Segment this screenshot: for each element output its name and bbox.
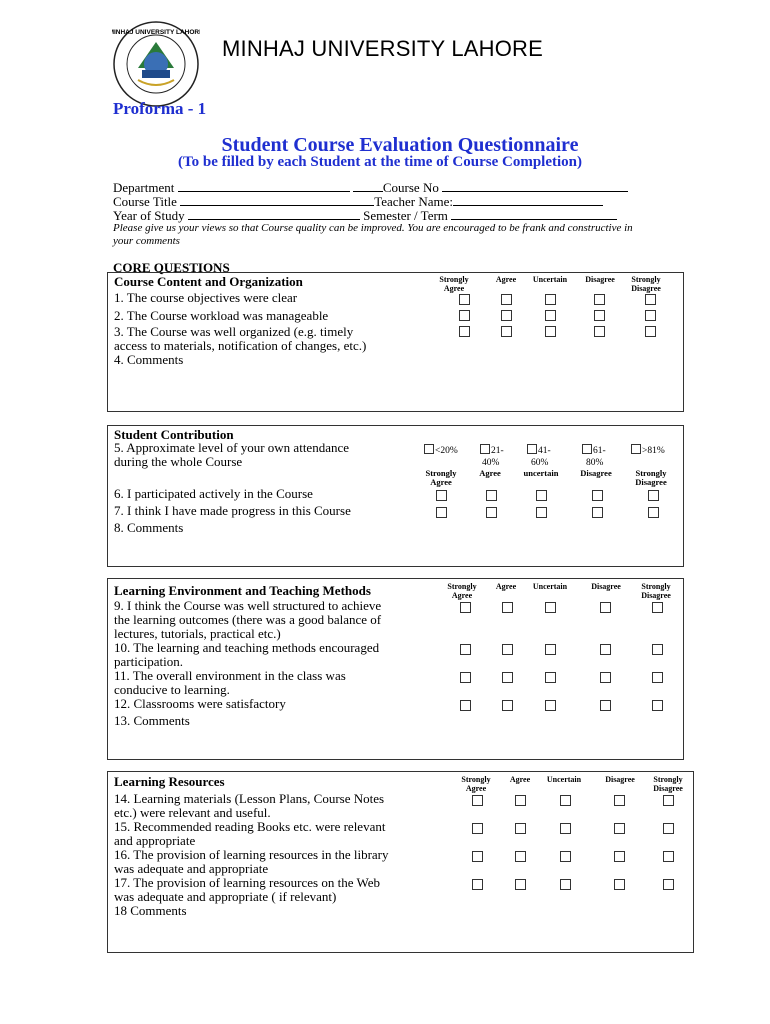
header-strongly-disagree — [634, 582, 678, 600]
q17-strongly-disagree-checkbox[interactable] — [663, 879, 674, 890]
proforma-label: Proforma - 1 — [113, 99, 207, 118]
q12-disagree-checkbox[interactable] — [600, 700, 611, 711]
header-agree: Agree — [495, 582, 517, 591]
header-strongly-word: Strongly — [631, 275, 661, 284]
q9-strongly-agree-checkbox[interactable] — [460, 602, 471, 613]
q2-strongly-agree-checkbox[interactable] — [459, 310, 470, 321]
attendance-label: 40% — [482, 458, 500, 468]
university-logo — [112, 20, 200, 108]
q11-strongly-disagree-checkbox[interactable] — [652, 672, 663, 683]
course-title-label: Course Title — [113, 194, 177, 209]
q6-disagree-checkbox[interactable] — [592, 490, 603, 501]
question-16-line-1: 16. The provision of learning resources in the library — [114, 847, 389, 862]
section-title: Learning Resources — [114, 774, 225, 789]
q16-disagree-checkbox[interactable] — [614, 851, 625, 862]
q11-strongly-agree-checkbox[interactable] — [460, 672, 471, 683]
question-15-line-1: 15. Recommended reading Books etc. were relevant — [114, 819, 386, 834]
page-title: Student Course Evaluation Questionnaire — [221, 134, 579, 156]
q15-strongly-disagree-checkbox[interactable] — [663, 823, 674, 834]
section-title: Student Contribution — [114, 427, 234, 442]
q2-uncertain-checkbox[interactable] — [545, 310, 556, 321]
question-8-comments: 8. Comments — [114, 520, 184, 535]
q10-uncertain-checkbox[interactable] — [545, 644, 556, 655]
q1-strongly-agree-checkbox[interactable] — [459, 294, 470, 305]
header-uncertain: Uncertain — [546, 775, 582, 784]
q7-agree-checkbox[interactable] — [486, 507, 497, 518]
section-title: Course Content and Organization — [114, 274, 303, 289]
attendance-label: 80% — [586, 458, 604, 468]
question-17-line-2: was adequate and appropriate ( if relevant) — [114, 889, 337, 904]
department-label: Department — [113, 180, 175, 195]
header-agree-word: Agree — [451, 591, 473, 600]
university-name: MINHAJ UNIVERSITY LAHORE — [222, 36, 544, 61]
attendance-checkbox[interactable] — [527, 444, 537, 454]
question-14-line-2: etc.) were relevant and useful. — [114, 805, 271, 820]
attendance-label: 41- — [538, 446, 551, 456]
attendance-option-gt81[interactable] — [631, 444, 665, 457]
question-9-line-1: 9. I think the Course was well structured to achieve — [114, 598, 382, 613]
course-no-field[interactable] — [442, 181, 628, 192]
question-9-line-2: the learning outcomes (there was a good balance of — [114, 612, 382, 627]
q2-agree-checkbox[interactable] — [501, 310, 512, 321]
q12-strongly-disagree-checkbox[interactable] — [652, 700, 663, 711]
question-15-line-2: and appropriate — [114, 833, 196, 848]
question-11-line-2: conducive to learning. — [114, 682, 230, 697]
question-16 — [114, 848, 389, 876]
q17-agree-checkbox[interactable] — [515, 879, 526, 890]
core-questions-heading: CORE QUESTIONS — [113, 260, 230, 275]
q7-disagree-checkbox[interactable] — [592, 507, 603, 518]
attendance-label: <20% — [435, 446, 458, 456]
question-1: 1. The course objectives were clear — [114, 290, 298, 305]
header-disagree: Disagree — [605, 775, 635, 784]
q12-uncertain-checkbox[interactable] — [545, 700, 556, 711]
q2-strongly-disagree-checkbox[interactable] — [645, 310, 656, 321]
q15-uncertain-checkbox[interactable] — [560, 823, 571, 834]
question-5-line-2: during the whole Course — [114, 454, 243, 469]
attendance-checkbox[interactable] — [424, 444, 434, 454]
q12-strongly-agree-checkbox[interactable] — [460, 700, 471, 711]
header-uncertain: Uncertain — [532, 582, 568, 591]
header-strongly-word: Strongly — [641, 582, 671, 591]
q1-disagree-checkbox[interactable] — [594, 294, 605, 305]
header-agree: Agree — [495, 275, 517, 284]
q3-strongly-disagree-checkbox[interactable] — [645, 326, 656, 337]
q14-uncertain-checkbox[interactable] — [560, 795, 571, 806]
header-uncertain: uncertain — [523, 468, 559, 478]
attendance-checkbox[interactable] — [480, 444, 490, 454]
course-no-label: Course No — [382, 180, 439, 195]
question-12: 12. Classrooms were satisfactory — [114, 696, 286, 711]
header-strongly-disagree — [646, 775, 690, 793]
q16-strongly-agree-checkbox[interactable] — [472, 851, 483, 862]
question-14 — [114, 792, 384, 820]
question-17-line-1: 17. The provision of learning resources on the Web — [114, 875, 380, 890]
q17-strongly-agree-checkbox[interactable] — [472, 879, 483, 890]
question-4-comments: 4. Comments — [114, 352, 184, 367]
q17-uncertain-checkbox[interactable] — [560, 879, 571, 890]
q14-agree-checkbox[interactable] — [515, 795, 526, 806]
attendance-checkbox[interactable] — [582, 444, 592, 454]
section-learning-resources — [107, 771, 694, 953]
header-strongly-word: Strongly — [439, 275, 469, 284]
blank-line — [353, 181, 383, 192]
header-disagree-word: Disagree — [641, 591, 671, 600]
question-5-line-1: 5. Approximate level of your own attendance — [114, 440, 350, 455]
attendance-label: 21- — [491, 446, 504, 456]
header-strongly-word: Strongly — [461, 775, 491, 784]
question-10-line-1: 10. The learning and teaching methods encouraged — [114, 640, 380, 655]
header-agree: Agree — [479, 468, 501, 478]
section-title: Learning Environment and Teaching Methods — [114, 583, 371, 598]
question-11 — [114, 669, 346, 697]
question-17 — [114, 876, 380, 904]
q11-disagree-checkbox[interactable] — [600, 672, 611, 683]
q10-agree-checkbox[interactable] — [502, 644, 513, 655]
department-field[interactable] — [178, 181, 350, 192]
header-strongly-word: Strongly — [635, 468, 667, 478]
question-15 — [114, 820, 385, 848]
attendance-label: >81% — [642, 446, 665, 456]
question-3-line-2: access to materials, notification of changes, etc.) — [114, 338, 367, 353]
question-6: 6. I participated actively in the Course — [114, 486, 313, 501]
header-strongly-agree — [456, 775, 496, 793]
attendance-option-lt20[interactable] — [424, 444, 458, 457]
q1-strongly-disagree-checkbox[interactable] — [645, 294, 656, 305]
header-disagree-word: Disagree — [653, 784, 683, 793]
question-5 — [114, 441, 349, 469]
year-label: Year of Study — [113, 208, 185, 223]
q11-uncertain-checkbox[interactable] — [545, 672, 556, 683]
instructions-note: Please give us your views so that Course quality can be improved. You are encouraged to be frank and constructive in your comments — [113, 222, 633, 247]
q17-disagree-checkbox[interactable] — [614, 879, 625, 890]
attendance-label: 61- — [593, 446, 606, 456]
section-student-contribution — [107, 425, 684, 567]
header-strongly-disagree — [628, 469, 674, 487]
question-18-comments: 18 Comments — [114, 903, 187, 918]
semester-label: Semester / Term — [363, 208, 448, 223]
q14-strongly-agree-checkbox[interactable] — [472, 795, 483, 806]
q10-strongly-disagree-checkbox[interactable] — [652, 644, 663, 655]
semester-field[interactable] — [451, 209, 617, 220]
header-disagree: Disagree — [591, 582, 621, 591]
q3-strongly-agree-checkbox[interactable] — [459, 326, 470, 337]
q10-strongly-agree-checkbox[interactable] — [460, 644, 471, 655]
header-strongly-word: Strongly — [425, 468, 457, 478]
course-title-field[interactable] — [180, 195, 374, 206]
question-11-line-1: 11. The overall environment in the class was — [114, 668, 346, 683]
q15-strongly-agree-checkbox[interactable] — [472, 823, 483, 834]
header-agree-word: Agree — [430, 477, 452, 487]
question-2: 2. The Course workload was manageable — [114, 308, 329, 323]
q16-strongly-disagree-checkbox[interactable] — [663, 851, 674, 862]
header-agree-word: Agree — [443, 284, 465, 293]
q7-strongly-disagree-checkbox[interactable] — [648, 507, 659, 518]
question-16-line-2: was adequate and appropriate — [114, 861, 269, 876]
header-disagree-word: Disagree — [631, 284, 661, 293]
q3-agree-checkbox[interactable] — [501, 326, 512, 337]
q1-agree-checkbox[interactable] — [501, 294, 512, 305]
q11-agree-checkbox[interactable] — [502, 672, 513, 683]
q15-disagree-checkbox[interactable] — [614, 823, 625, 834]
q6-uncertain-checkbox[interactable] — [536, 490, 547, 501]
q6-strongly-agree-checkbox[interactable] — [436, 490, 447, 501]
header-strongly-agree — [442, 582, 482, 600]
teacher-name-field[interactable] — [453, 195, 603, 206]
q6-strongly-disagree-checkbox[interactable] — [648, 490, 659, 501]
header-strongly-agree — [420, 469, 462, 487]
question-9 — [114, 599, 381, 641]
header-uncertain: Uncertain — [532, 275, 568, 284]
year-field[interactable] — [188, 209, 360, 220]
question-10 — [114, 641, 379, 669]
q15-agree-checkbox[interactable] — [515, 823, 526, 834]
q1-uncertain-checkbox[interactable] — [545, 294, 556, 305]
header-strongly-word: Strongly — [653, 775, 683, 784]
question-9-line-3: lectures, tutorials, practical etc.) — [114, 626, 281, 641]
q3-disagree-checkbox[interactable] — [594, 326, 605, 337]
q7-uncertain-checkbox[interactable] — [536, 507, 547, 518]
question-10-line-2: participation. — [114, 654, 183, 669]
attendance-option-61-80[interactable] — [582, 444, 606, 469]
q9-agree-checkbox[interactable] — [502, 602, 513, 613]
q7-strongly-agree-checkbox[interactable] — [436, 507, 447, 518]
header-strongly-agree — [434, 275, 474, 293]
q9-uncertain-checkbox[interactable] — [545, 602, 556, 613]
question-7: 7. I think I have made progress in this Course — [114, 503, 351, 518]
q9-strongly-disagree-checkbox[interactable] — [652, 602, 663, 613]
q3-uncertain-checkbox[interactable] — [545, 326, 556, 337]
question-3-line-1: 3. The Course was well organized (e.g. timely — [114, 324, 354, 339]
q14-disagree-checkbox[interactable] — [614, 795, 625, 806]
q16-agree-checkbox[interactable] — [515, 851, 526, 862]
question-13-comments: 13. Comments — [114, 713, 190, 728]
section-course-content — [107, 272, 684, 412]
header-strongly-disagree — [624, 275, 668, 293]
q14-strongly-disagree-checkbox[interactable] — [663, 795, 674, 806]
q6-agree-checkbox[interactable] — [486, 490, 497, 501]
q10-disagree-checkbox[interactable] — [600, 644, 611, 655]
header-agree-word: Agree — [465, 784, 487, 793]
attendance-option-21-40[interactable] — [480, 444, 504, 469]
question-14-line-1: 14. Learning materials (Lesson Plans, Course Notes — [114, 791, 385, 806]
question-3 — [114, 325, 366, 353]
attendance-checkbox[interactable] — [631, 444, 641, 454]
page-subtitle: (To be filled by each Student at the time of Course Completion) — [177, 154, 582, 170]
attendance-label: 60% — [531, 458, 549, 468]
header-strongly-word: Strongly — [447, 582, 477, 591]
header-disagree-word: Disagree — [635, 477, 667, 487]
section-learning-environment — [107, 578, 684, 760]
header-agree: Agree — [509, 775, 531, 784]
q12-agree-checkbox[interactable] — [502, 700, 513, 711]
logo-text: MINHAJ UNIVERSITY LAHORE — [112, 29, 200, 36]
teacher-name-label: Teacher Name: — [374, 194, 454, 209]
header-disagree: Disagree — [580, 468, 612, 478]
attendance-option-41-60[interactable] — [527, 444, 551, 469]
q9-disagree-checkbox[interactable] — [600, 602, 611, 613]
q16-uncertain-checkbox[interactable] — [560, 851, 571, 862]
q2-disagree-checkbox[interactable] — [594, 310, 605, 321]
header-disagree: Disagree — [585, 275, 615, 284]
